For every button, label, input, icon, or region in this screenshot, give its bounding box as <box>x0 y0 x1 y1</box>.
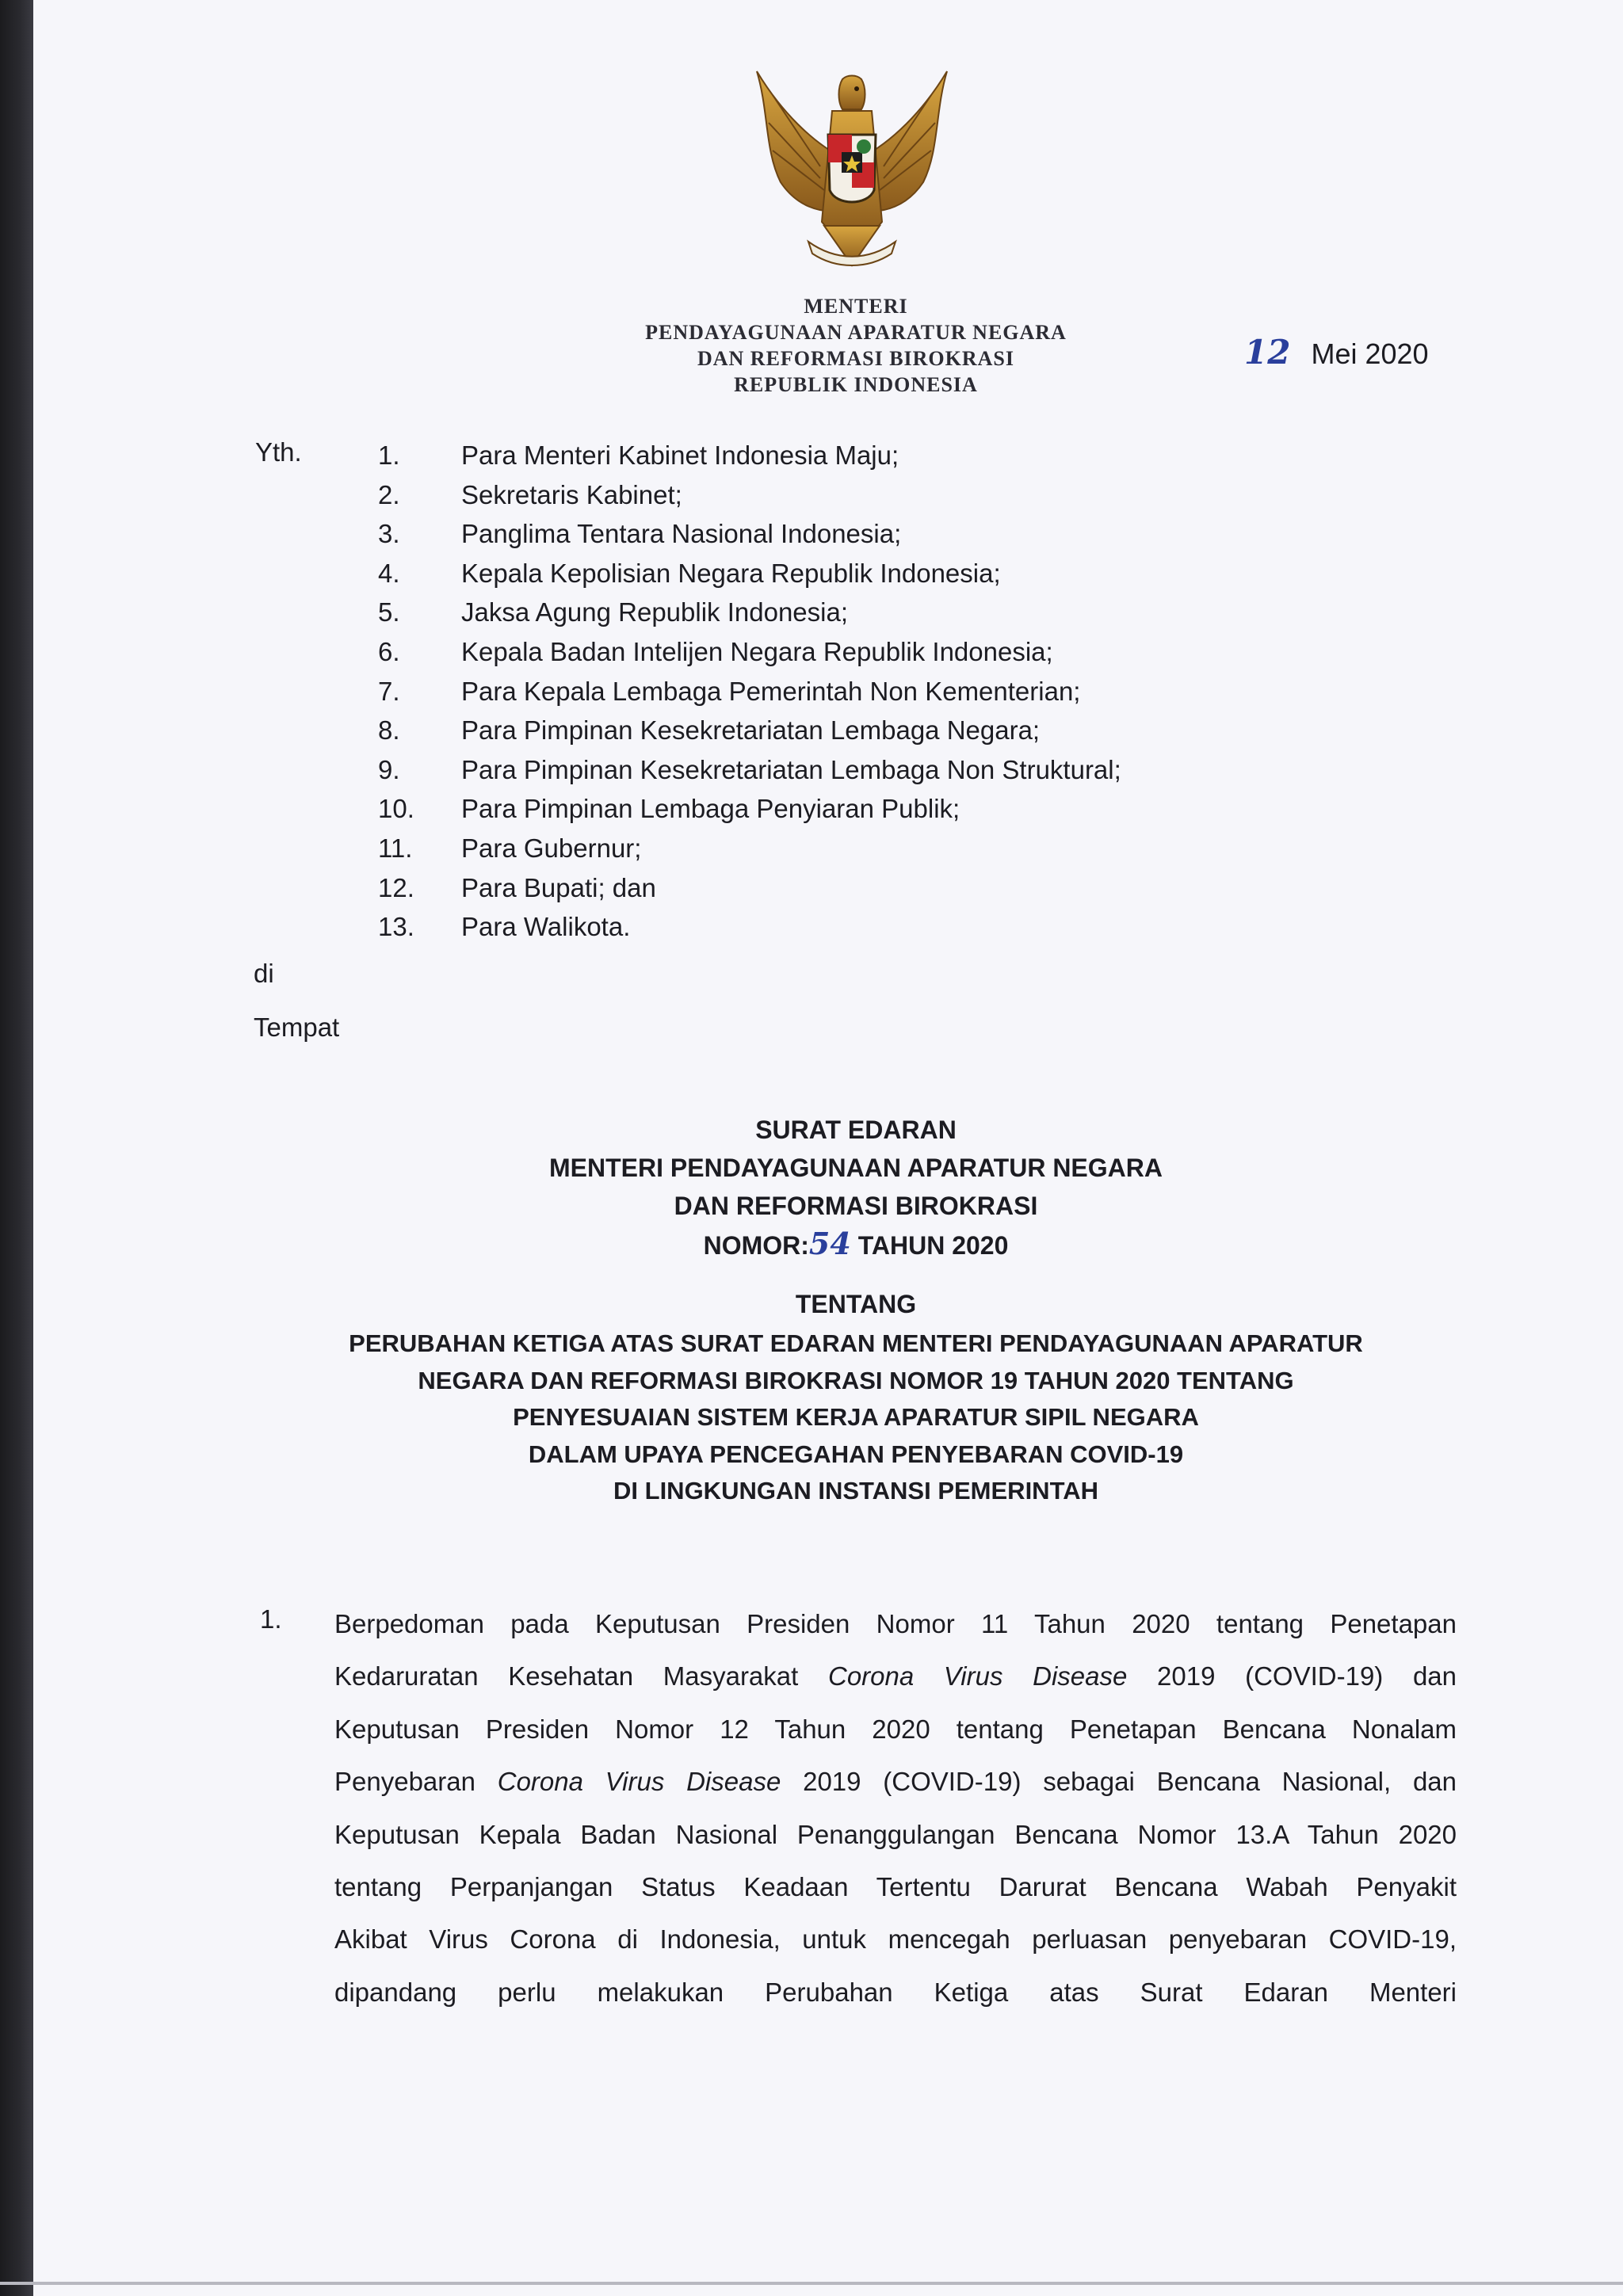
letterhead-line-2: PENDAYAGUNAAN APARATUR NEGARA <box>645 321 1067 344</box>
recipients-label: Yth. <box>255 437 302 467</box>
recipient-text: Para Pimpinan Lembaga Penyiaran Publik; <box>461 794 960 824</box>
date-day-handwritten: 12 <box>1244 333 1291 372</box>
recipient-number: 9. <box>378 754 400 784</box>
recipient-item <box>378 632 1121 672</box>
nomor-label: NOMOR: <box>703 1231 809 1260</box>
recipient-item <box>378 829 1121 868</box>
subject-line: PERUBAHAN KETIGA ATAS SURAT EDARAN MENTERI PENDAYAGUNAAN APARATUR <box>349 1329 1363 1357</box>
subject-line: DI LINGKUNGAN INSTANSI PEMERINTAH <box>613 1477 1098 1505</box>
document-title <box>238 1111 1474 1264</box>
page-bottom-edge <box>0 2282 1623 2285</box>
recipient-number: 8. <box>378 715 400 746</box>
italic-term: Corona Virus Disease <box>497 1767 781 1797</box>
garuda-emblem-icon <box>749 63 955 277</box>
recipient-item <box>378 789 1121 829</box>
letterhead-line-4: REPUBLIK INDONESIA <box>734 373 978 396</box>
title-line-2: MENTERI PENDAYAGUNAAN APARATUR NEGARA <box>549 1154 1163 1182</box>
location-tempat: Tempat <box>254 1013 340 1042</box>
paragraph-line: tentang Perpanjangan Status Keadaan Tertentu Darurat Bencana Wabah Penyakit <box>334 1871 1457 1901</box>
recipient-item <box>378 514 1121 554</box>
paragraph-line: Berpedoman pada Keputusan Presiden Nomor 11 Tahun 2020 tentang Penetapan <box>334 1609 1457 1638</box>
subject-tentang: TENTANG <box>795 1290 917 1318</box>
recipient-number: 7. <box>378 676 400 706</box>
subject-line: DALAM UPAYA PENCEGAHAN PENYEBARAN COVID-19 <box>528 1440 1184 1468</box>
title-line-3: DAN REFORMASI BIROKRASI <box>674 1192 1038 1220</box>
recipient-item <box>378 554 1121 593</box>
recipient-text: Jaksa Agung Republik Indonesia; <box>461 597 849 627</box>
scan-edge <box>0 0 33 2296</box>
recipient-item <box>378 672 1121 711</box>
recipient-number: 6. <box>378 636 400 666</box>
letterhead-line-1: MENTERI <box>804 295 908 318</box>
recipient-item <box>378 868 1121 908</box>
date-month-year: Mei 2020 <box>1311 338 1429 370</box>
title-number <box>238 1225 1474 1264</box>
recipient-text: Para Kepala Lembaga Pemerintah Non Kementerian; <box>461 676 1081 706</box>
italic-term: Corona Virus Disease <box>827 1661 1128 1691</box>
paragraph-1 <box>334 1604 1457 2025</box>
letterhead <box>555 293 1157 398</box>
location-di: di <box>254 959 274 988</box>
paragraph-line: Keputusan Kepala Badan Nasional Penanggulangan Bencana Nomor 13.A Tahun 2020 <box>334 1819 1457 1849</box>
recipient-text: Para Pimpinan Kesekretariatan Lembaga Negara; <box>461 715 1041 746</box>
subject-line: NEGARA DAN REFORMASI BIROKRASI NOMOR 19 TAHUN 2020 TENTANG <box>418 1366 1294 1394</box>
text-segment: 2019 (COVID-19) sebagai Bencana Nasional, dan <box>803 1767 1457 1797</box>
recipient-number: 1. <box>378 441 400 470</box>
text-segment: 2019 (COVID-19) dan <box>1157 1661 1457 1691</box>
letter-date <box>1244 333 1429 372</box>
recipient-item <box>378 711 1121 750</box>
nomor-handwritten: 54 <box>808 1226 851 1261</box>
subject-line: PENYESUAIAN SISTEM KERJA APARATUR SIPIL NEGARA <box>513 1403 1199 1431</box>
recipient-text: Sekretaris Kabinet; <box>461 479 682 509</box>
paragraph-line: dipandang perlu melakukan Perubahan Ketiga atas Surat Edaran Menteri <box>334 1977 1457 2007</box>
recipients-list <box>378 436 1121 947</box>
recipient-item <box>378 593 1121 632</box>
subject-block <box>238 1325 1474 1510</box>
recipient-number: 5. <box>378 597 400 627</box>
text-segment: Penyebaran <box>334 1767 475 1797</box>
recipient-number: 12. <box>378 872 414 902</box>
recipient-item <box>378 907 1121 947</box>
paragraph-line <box>334 1762 1457 1814</box>
recipient-text: Para Gubernur; <box>461 833 642 863</box>
recipient-number: 10. <box>378 794 414 824</box>
recipient-text: Panglima Tentara Nasional Indonesia; <box>461 519 902 549</box>
recipient-text: Kepala Kepolisian Negara Republik Indonesia; <box>461 558 1001 588</box>
recipient-text: Para Bupati; dan <box>461 872 656 902</box>
paragraph-number: 1. <box>260 1604 282 1634</box>
nomor-suffix: TAHUN 2020 <box>857 1231 1009 1260</box>
recipient-item <box>378 436 1121 475</box>
recipient-number: 3. <box>378 519 400 549</box>
recipient-text: Para Pimpinan Kesekretariatan Lembaga Non Struktural; <box>461 754 1121 784</box>
recipient-number: 4. <box>378 558 400 588</box>
recipient-text: Para Menteri Kabinet Indonesia Maju; <box>461 441 899 470</box>
paragraph-line <box>334 1657 1457 1709</box>
recipient-number: 13. <box>378 912 414 942</box>
text-segment: Kedaruratan Kesehatan Masyarakat <box>334 1661 799 1691</box>
recipient-item <box>378 475 1121 515</box>
recipient-item <box>378 750 1121 790</box>
title-line-1: SURAT EDARAN <box>755 1116 957 1144</box>
recipient-text: Para Walikota. <box>461 912 631 942</box>
paragraph-line: Akibat Virus Corona di Indonesia, untuk mencegah perluasan penyebaran COVID-19, <box>334 1924 1457 1955</box>
letterhead-line-3: DAN REFORMASI BIROKRASI <box>697 347 1015 370</box>
paragraph-line: Keputusan Presiden Nomor 12 Tahun 2020 tentang Penetapan Bencana Nonalam <box>334 1714 1457 1744</box>
recipient-number: 11. <box>378 833 413 863</box>
recipient-number: 2. <box>378 479 400 509</box>
recipient-text: Kepala Badan Intelijen Negara Republik Indonesia; <box>461 636 1053 666</box>
